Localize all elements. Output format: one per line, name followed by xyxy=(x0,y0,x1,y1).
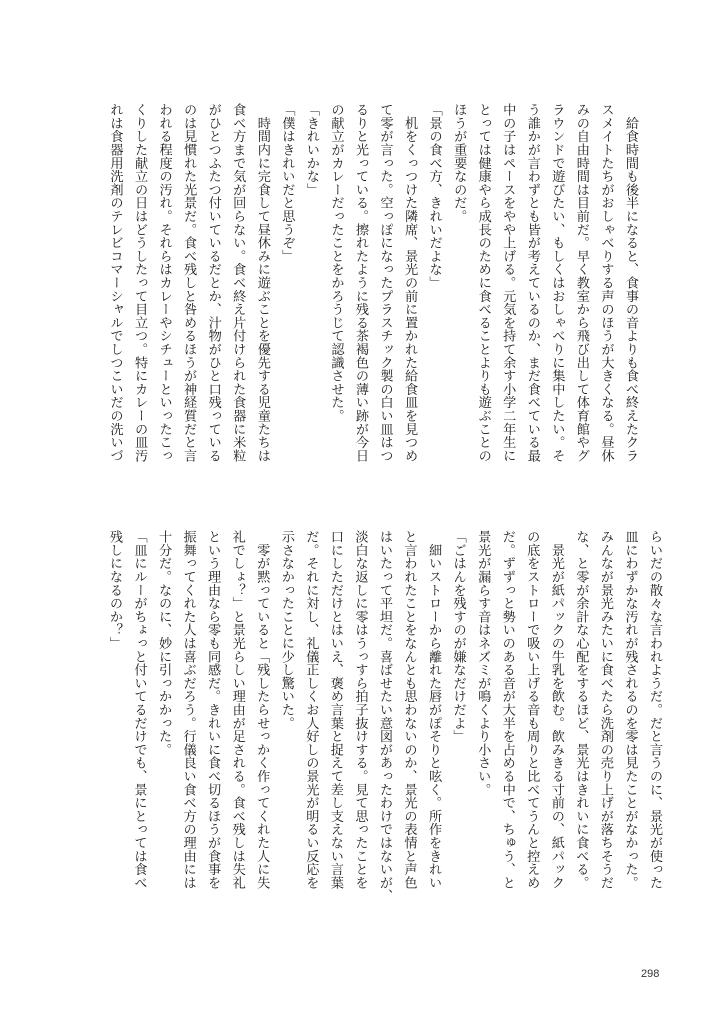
text-line: 残しになるのか？」 xyxy=(106,530,122,650)
text-line: とっては健康やら成長のために食べることよりも遊ぶことの xyxy=(475,103,491,463)
text-line: 零が黙っていると「残したらせっかく作ってくれた人に失 xyxy=(254,530,270,890)
text-line: 景光が紙パックの牛乳を飲む。飲みきる寸前の、紙パック xyxy=(548,530,564,890)
text-line: がひとつふたつ付いているだとか、汁物がひと口残っている xyxy=(205,103,221,463)
text-line: の底をストローで吸い上げる音も周りと比べてうんと控えめ xyxy=(524,530,540,890)
bottom-text-block xyxy=(101,530,666,910)
text-line: と言われたことをなんとも思わないのか、景光の表情と声色 xyxy=(401,530,417,890)
text-line: はいたって平坦だ。喜ばせたい意図があったわけではないが、 xyxy=(376,530,392,903)
top-text-block xyxy=(102,103,642,483)
text-line: だ。ずずっと勢いのある音が大半を占める中で、ちゅう、と xyxy=(499,530,515,890)
text-line: みんなが景光みたいに食べたら洗剤の売り上げが落ちそうだ xyxy=(597,530,613,890)
page-number: 298 xyxy=(641,968,660,980)
text-line: 「景の食べ方、きれいだよな」 xyxy=(426,103,442,290)
text-line: スメイトたちがおしゃべりする声のほうが大きくなる。昼休 xyxy=(598,103,614,463)
text-line: う誰かが言わずとも皆が考えているのか、まだ食べている最 xyxy=(524,103,540,463)
text-line: て零が言った。空っぽになったプラスチック製の白い皿はつ xyxy=(377,103,393,463)
text-line: ラウンドで遊びたい、もしくはおしゃべりに集中したい。そ xyxy=(549,103,565,463)
text-line: 皿にわずかな汚れが残されるのを零は見たことがなかった。 xyxy=(622,530,638,890)
text-line: 十分だ。なのに、妙に引っかかった。 xyxy=(156,530,172,757)
text-line: 淡白な返しに零はうっすら拍子抜けする。見て思ったことを xyxy=(352,530,368,890)
text-line: 口にしただけとはいえ、褒め言葉と捉えて差し支えない言葉 xyxy=(327,530,343,890)
text-line: 景光が漏らす音はネズミが鳴くより小さい。 xyxy=(475,530,491,796)
text-line: 細いストローから離れた唇がぽそりと呟く。所作をきれい xyxy=(426,530,442,890)
text-line: 食べ方まで気が回らない。食べ終え片付けられた食器に米粒 xyxy=(230,103,246,463)
text-line: 時間内に完食して昼休みに遊ぶことを優先する児童たちは xyxy=(254,103,270,463)
text-line: れは食器用洗剤のテレビコマーシャルでしつこいだの洗いづ xyxy=(107,103,123,463)
text-line: るりと光っている。擦れたように残る茶褐色の薄い跡が今日 xyxy=(352,103,368,463)
text-line: 机をくっつけた隣席、景光の前に置かれた給食皿を見つめ xyxy=(402,103,418,463)
text-line: くりした献立の日はどうしたって目立つ。特にカレーの皿汚 xyxy=(132,103,148,463)
text-line: な、と零が余計な心配をするほど、景光はきれいに食べる。 xyxy=(573,530,589,890)
text-line: 給食時間も後半になると、食事の音よりも食べ終えたクラ xyxy=(623,103,638,463)
text-line: という理由なら零も同感だ。きれいに食べ切るほうが食事を xyxy=(205,530,221,890)
text-line: みの自由時間は目前だ。早く教室から飛び出して体育館やグ xyxy=(573,103,589,463)
text-line: 「僕はきれいだと思うぞ」 xyxy=(279,103,295,263)
text-line: 「皿にルーがちょっと付いてるだけでも、景にとっては食べ xyxy=(131,530,147,890)
text-line: 振舞ってくれた人は喜ぶだろう。行儀良い食べ方の理由には xyxy=(180,530,196,890)
text-line: 中の子はペースをやや上げる。元気を持て余す小学二年生に xyxy=(500,103,516,463)
text-line: 「ごはんを残すのが嫌なだけだよ」 xyxy=(450,530,466,743)
text-line: のは見慣れた光景だ。食べ残しと咎めるほうが神経質だと言 xyxy=(181,103,197,463)
text-line: 示さなかったことに少し驚いた。 xyxy=(278,530,294,730)
text-line: らいだの散々な言われようだ。だと言うのに、景光が使った xyxy=(647,530,662,890)
text-line: 礼でしょ？」と景光らしい理由が足される。食べ残しは失礼 xyxy=(229,530,245,890)
text-line: われる程度の汚れ。それらはカレーやシチューといったこっ xyxy=(156,103,172,463)
text-line: ほうが重要なのだ。 xyxy=(451,103,467,223)
text-line: だ。それに対し、礼儀正しくお人好しの景光が明るい反応を xyxy=(303,530,319,890)
text-line: の献立がカレーだったことをかろうじて認識させた。 xyxy=(328,103,344,423)
text-line: 「きれいかな」 xyxy=(303,103,319,197)
